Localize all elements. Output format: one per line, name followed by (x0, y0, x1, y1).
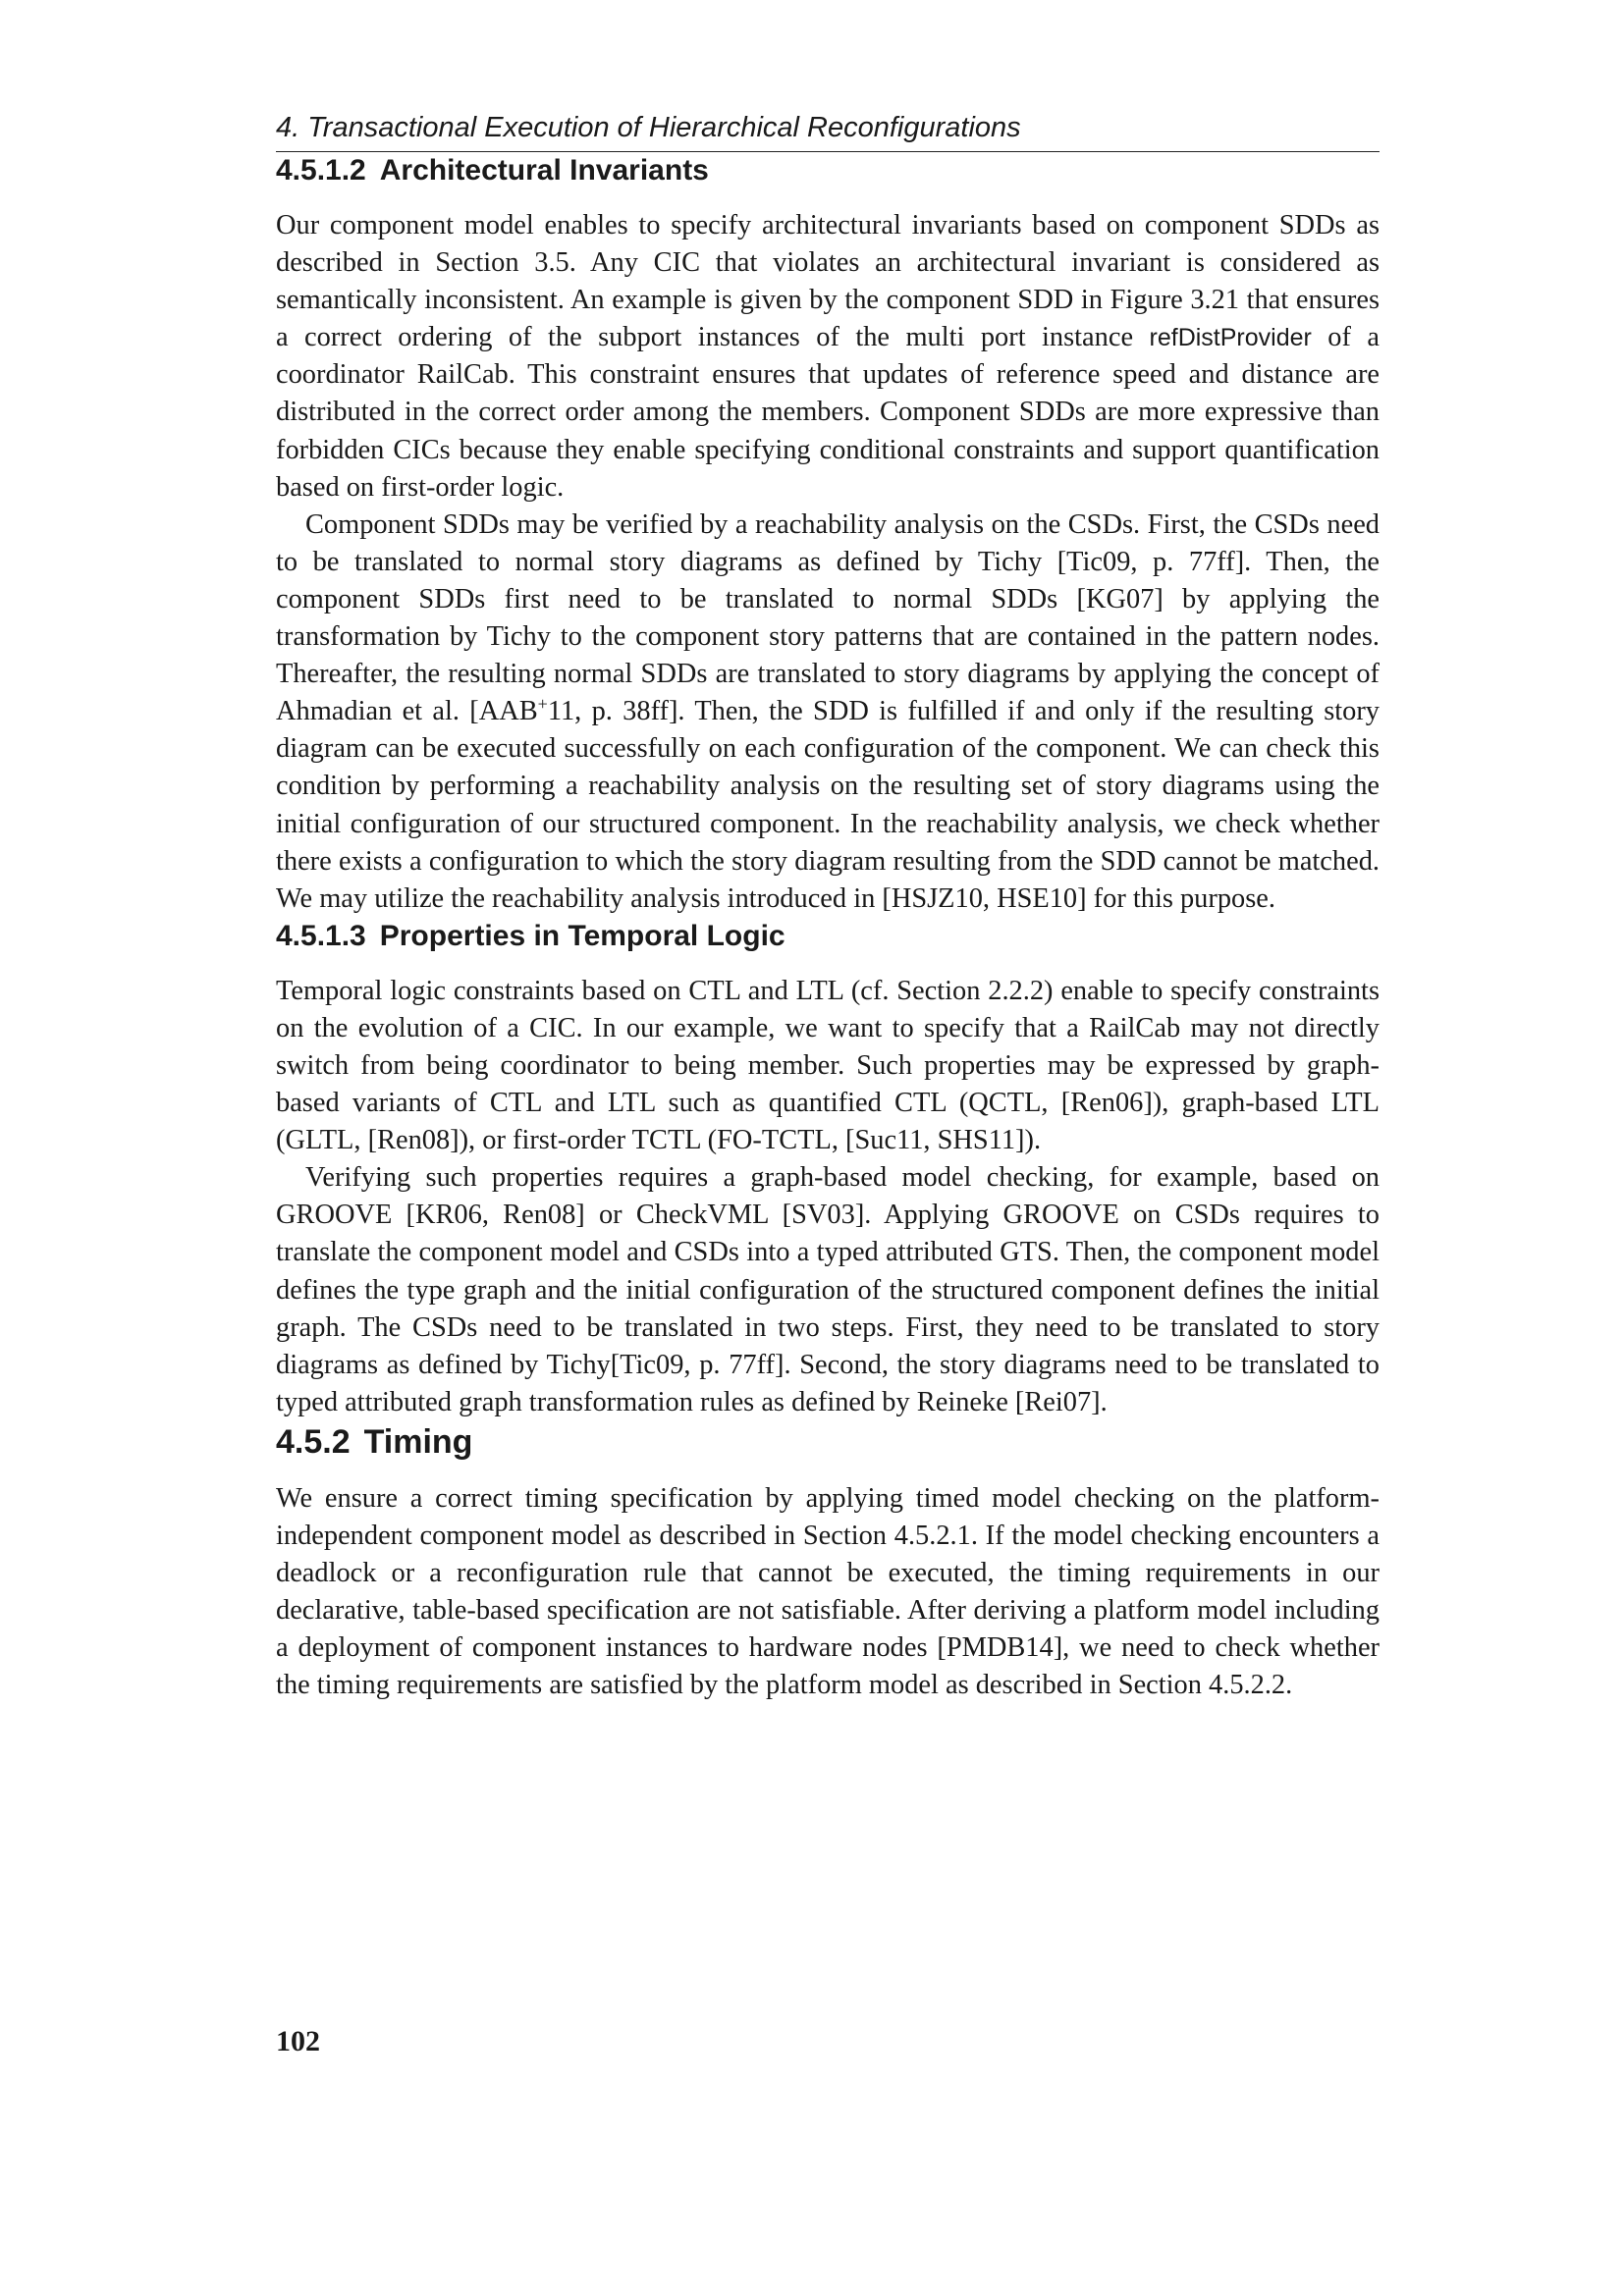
section-heading-4-5-1-3 (276, 918, 1380, 955)
code-term-refdistprovider: refDistProvider (1149, 324, 1312, 352)
superscript-plus: + (537, 694, 548, 715)
running-header: 4. Transactional Execution of Hierarchical Reconfigurations (276, 110, 1380, 152)
section-number: 4.5.1.2 (276, 154, 366, 187)
section-heading-4-5-1-2 (276, 152, 1380, 189)
text-run: 11, p. 38ff]. Then, the SDD is fulfilled if and only if the resulting story diagram can be executed successfully on each configuration of the component. We can check this condition by performing a reachability analysis on the resulting set of story diagrams using the initial configuration of our structured component. In the reachability analysis, we check whether there exists a configuration to which the story diagram resulting from the SDD cannot be matched. We may utilize the reachability analysis introduced in [HSJZ10, HSE10] for this purpose. (276, 696, 1380, 914)
text-run: Component SDDs may be verified by a reachability analysis on the CSDs. First, the CSDs need to be translated to normal story diagrams as defined by Tichy [Tic09, p. 77ff]. Then, the component SDDs first need to be translated to normal SDDs [KG07] by applying the transformation by Tichy to the component story patterns that are contained in the pattern nodes. Thereafter, the resulting normal SDDs are translated to story diagrams by applying the concept of Ahmadian et al. [AAB (276, 508, 1380, 727)
section-title: Architectural Invariants (379, 154, 709, 187)
paragraph-timing-1: We ensure a correct timing specification by applying timed model checking on the platform-independent component model as described in Section 4.5.2.1. If the model checking encounters a deadlock or a reconfiguration rule that cannot be executed, the timing requirements in our declarative, table-based specification are not satisfiable. After deriving a platform model including a deployment of component instances to hardware nodes [PMDB14], we need to check whether the timing requirements are satisfied by the platform model as described in Section 4.5.2.2. (276, 1482, 1380, 1701)
section-heading-4-5-2 (276, 1421, 1380, 1463)
paragraph-architectural-invariants-2 (276, 507, 1380, 918)
section-title: Timing (363, 1422, 473, 1461)
page-body (276, 110, 1380, 1704)
paragraph-temporal-logic-2: Verifying such properties requires a graph-based model checking, for example, based on GROOVE [KR06, Ren08] or CheckVML [SV03]. Applying GROOVE on CSDs requires to translate the component model and CSDs into a typed attributed GTS. Then, the component model defines the type graph and the initial configuration of the structured component defines the initial graph. The CSDs need to be translated in two steps. First, they need to be translated to story diagrams as defined by Tichy[Tic09, p. 77ff]. Second, the story diagrams need to be translated to typed attributed graph transformation rules as defined by Reineke [Rei07]. (276, 1162, 1380, 1417)
text-run: Our component model enables to specify architectural invariants based on component SDDs as described in Section 3.5. Any CIC that violates an architectural invariant is considered as semantically inconsistent. An example is given by the component SDD in Figure 3.21 that ensures a correct ordering of the subport instances of the multi port instance (276, 210, 1380, 353)
text-run: of a coordinator RailCab. This constraint ensures that updates of reference speed and distance are distributed in the correct order among the members. Component SDDs are more expressive than forbidden CICs because they enable specifying conditional constraints and support quantification based on first-order logic. (276, 322, 1380, 503)
page-number: 102 (276, 2025, 320, 2057)
paragraph-temporal-logic-1: Temporal logic constraints based on CTL and LTL (cf. Section 2.2.2) enable to specify constraints on the evolution of a CIC. In our example, we want to specify that a RailCab may not directly switch from being coordinator to being member. Such properties may be expressed by graph-based variants of CTL and LTL such as quantified CTL (QCTL, [Ren06]), graph-based LTL (GLTL, [Ren08]), or first-order TCTL (FO-TCTL, [Suc11, SHS11]). (276, 975, 1380, 1156)
section-title: Properties in Temporal Logic (379, 919, 785, 952)
paragraph-architectural-invariants-1 (276, 207, 1380, 507)
section-number: 4.5.1.3 (276, 919, 366, 952)
section-number: 4.5.2 (276, 1422, 351, 1461)
